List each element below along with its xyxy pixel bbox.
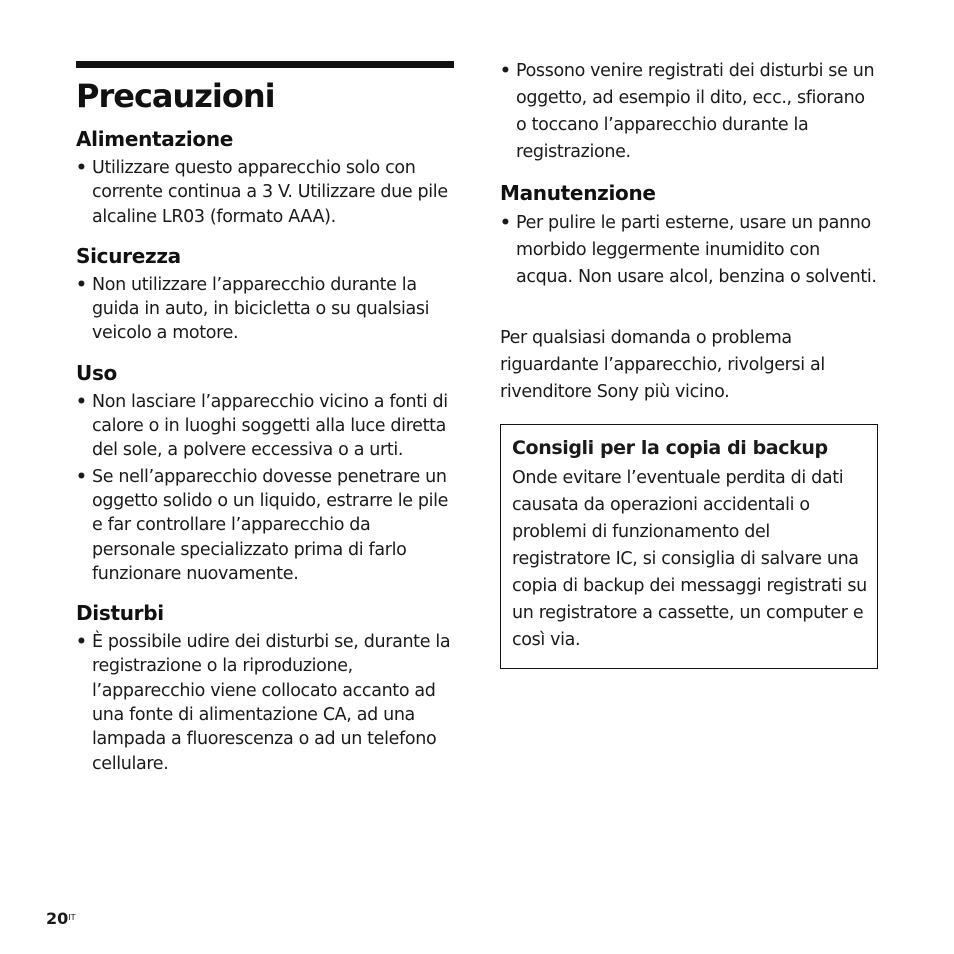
list-item-text: Se nell’apparecchio dovesse penetrare un oggetto solido o un liquido, estrarre le pile e far controllare l’apparecchio da personale specializzato prima di farlo funzionare nuovamente. [92,466,449,584]
section-heading: Uso [76,360,117,385]
list-item-text: Per pulire le parti esterne, usare un panno morbido leggermente inumidito con acqua. Non usare alcol, benzina o solventi. [516,213,877,287]
bullet-icon: • [76,632,87,653]
bullet-icon: • [76,466,87,487]
bullet-list [500,210,878,291]
section-manutenzione [500,180,878,291]
bullet-list [500,58,878,166]
list-item-text: Non lasciare l’apparecchio vicino a fonti di calore o in luoghi soggetti alla luce diretta del sole, a polvere eccessiva o a urti. [92,391,448,461]
list-item [76,465,454,586]
left-column [76,61,454,790]
bullet-list [76,273,454,346]
section-sicurezza [76,243,454,346]
backup-tips-box [500,424,878,669]
list-item [500,58,878,166]
section-heading: Sicurezza [76,243,181,268]
section-alimentazione [76,126,454,229]
bullet-icon: • [76,158,87,178]
bullet-icon: • [76,274,87,295]
bullet-list [76,156,454,229]
bullet-icon: • [76,391,87,412]
page-number [46,909,76,929]
bullet-icon: • [500,61,511,81]
section-heading: Disturbi [76,601,164,626]
section-heading: Manutenzione [500,181,656,205]
backup-tips-title: Consigli per la copia di backup [512,437,828,459]
page-language-code: IT [68,913,76,922]
list-item [76,156,454,229]
list-item-text: Possono venire registrati dei disturbi se un oggetto, ad esempio il dito, ecc., sfiorano o toccano l’apparecchio durante la registrazione. [516,61,875,162]
bullet-list [76,390,454,586]
contact-paragraph: Per qualsiasi domanda o problema riguardante l’apparecchio, rivolgersi al rivenditore Sony più vicino. [500,328,825,402]
section-uso [76,360,454,586]
page-number-value: 20 [46,909,69,928]
backup-tips-text: Onde evitare l’eventuale perdita di dati causata da operazioni accidentali o problemi di funzionamento del registratore IC, si consiglia di salvare una copia di backup dei messaggi registrati su un registratore a cassette, un computer e così via. [512,468,867,650]
list-item-text: È possibile udire dei disturbi se, durante la registrazione o la riproduzione, l’apparecchio viene collocato accanto ad una fonte di alimentazione CA, ad una lampada a fluorescenza o ad un telefono cellulare. [92,632,451,774]
list-item-text: Non utilizzare l’apparecchio durante la guida in auto, in bicicletta o su qualsiasi veicolo a motore. [92,274,430,344]
list-item [76,630,454,776]
section-heading: Alimentazione [76,127,234,151]
list-item [76,273,454,346]
page-title: Precauzioni [76,77,275,115]
bullet-list [76,630,454,776]
list-item-text: Utilizzare questo apparecchio solo con corrente continua a 3 V. Utilizzare due pile alcaline LR03 (formato AAA). [92,158,448,227]
list-item [76,390,454,463]
right-column [500,58,878,669]
list-item [500,210,878,291]
section-disturbi [76,600,454,776]
section-disturbi-continued [500,58,878,166]
bullet-icon: • [500,213,511,233]
title-rule [76,61,454,68]
